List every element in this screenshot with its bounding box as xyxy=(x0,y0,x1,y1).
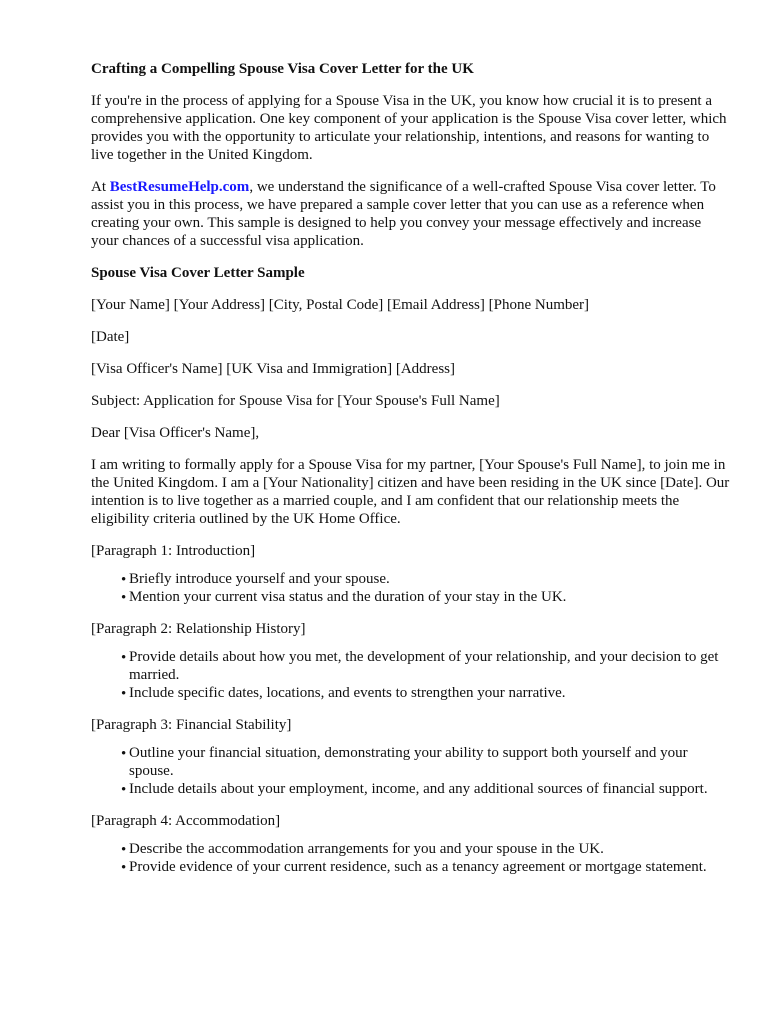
list-item: • Mention your current visa status and the duration of your stay in the UK. xyxy=(121,588,725,606)
recipient-line: [Visa Officer's Name] [UK Visa and Immigration] [Address] xyxy=(91,361,455,377)
salutation: Dear [Visa Officer's Name], xyxy=(91,425,260,441)
at-prefix: At xyxy=(91,179,110,195)
page-title: Crafting a Compelling Spouse Visa Cover Letter for the UK xyxy=(91,61,474,77)
sample-heading: Spouse Visa Cover Letter Sample xyxy=(91,265,305,281)
bullet-list-financial-stability xyxy=(91,744,731,798)
section-heading-accommodation: [Paragraph 4: Accommodation] xyxy=(91,813,281,829)
brand-paragraph xyxy=(91,178,731,250)
list-item: • Outline your financial situation, demonstrating your ability to support both yourself and your spouse. xyxy=(121,744,725,780)
section-heading-relationship-history: [Paragraph 2: Relationship History] xyxy=(91,621,306,637)
list-item: • Include details about your employment, income, and any additional sources of financial support. xyxy=(121,780,725,798)
section-heading-introduction: [Paragraph 1: Introduction] xyxy=(91,543,256,559)
brand-paragraph-rest: , we understand the significance of a well-crafted Spouse Visa cover letter. To assist you in this process, we have prepared a sample cover letter that you can use as a reference when creating your own. This sample is designed to help you convey your message effectively and increase your chances of a successful visa application. xyxy=(91,179,716,249)
intro-paragraph: If you're in the process of applying for a Spouse Visa in the UK, you know how crucial it is to present a comprehensive application. One key component of your application is the Spouse Visa cover letter, which provides you with the opportunity to articulate your relationship, intentions, and reasons for wanting to live together in the United Kingdom. xyxy=(91,93,727,163)
bullet-list-accommodation xyxy=(91,840,731,876)
document-page xyxy=(91,60,731,890)
list-item: • Include specific dates, locations, and events to strengthen your narrative. xyxy=(121,684,725,702)
list-item: • Briefly introduce yourself and your spouse. xyxy=(121,570,725,588)
list-item: • Provide details about how you met, the development of your relationship, and your decision to get married. xyxy=(121,648,725,684)
sender-line: [Your Name] [Your Address] [City, Postal Code] [Email Address] [Phone Number] xyxy=(91,297,590,313)
list-item: • Describe the accommodation arrangements for you and your spouse in the UK. xyxy=(121,840,725,858)
list-item: • Provide evidence of your current residence, such as a tenancy agreement or mortgage statement. xyxy=(121,858,725,876)
brand-link[interactable]: BestResumeHelp.com xyxy=(109,179,250,195)
subject-line: Subject: Application for Spouse Visa for [Your Spouse's Full Name] xyxy=(91,393,500,409)
opening-paragraph: I am writing to formally apply for a Spouse Visa for my partner, [Your Spouse's Full Name], to join me in the United Kingdom. I am a [Your Nationality] citizen and have been residing in the UK since [Date]. Our intention is to live together as a married couple, and I am confident that our relationship meets the eligibility criteria outlined by the UK Home Office. xyxy=(91,457,730,527)
section-heading-financial-stability: [Paragraph 3: Financial Stability] xyxy=(91,717,292,733)
bullet-list-introduction xyxy=(91,570,731,606)
date-line: [Date] xyxy=(91,329,130,345)
bullet-list-relationship-history xyxy=(91,648,731,702)
